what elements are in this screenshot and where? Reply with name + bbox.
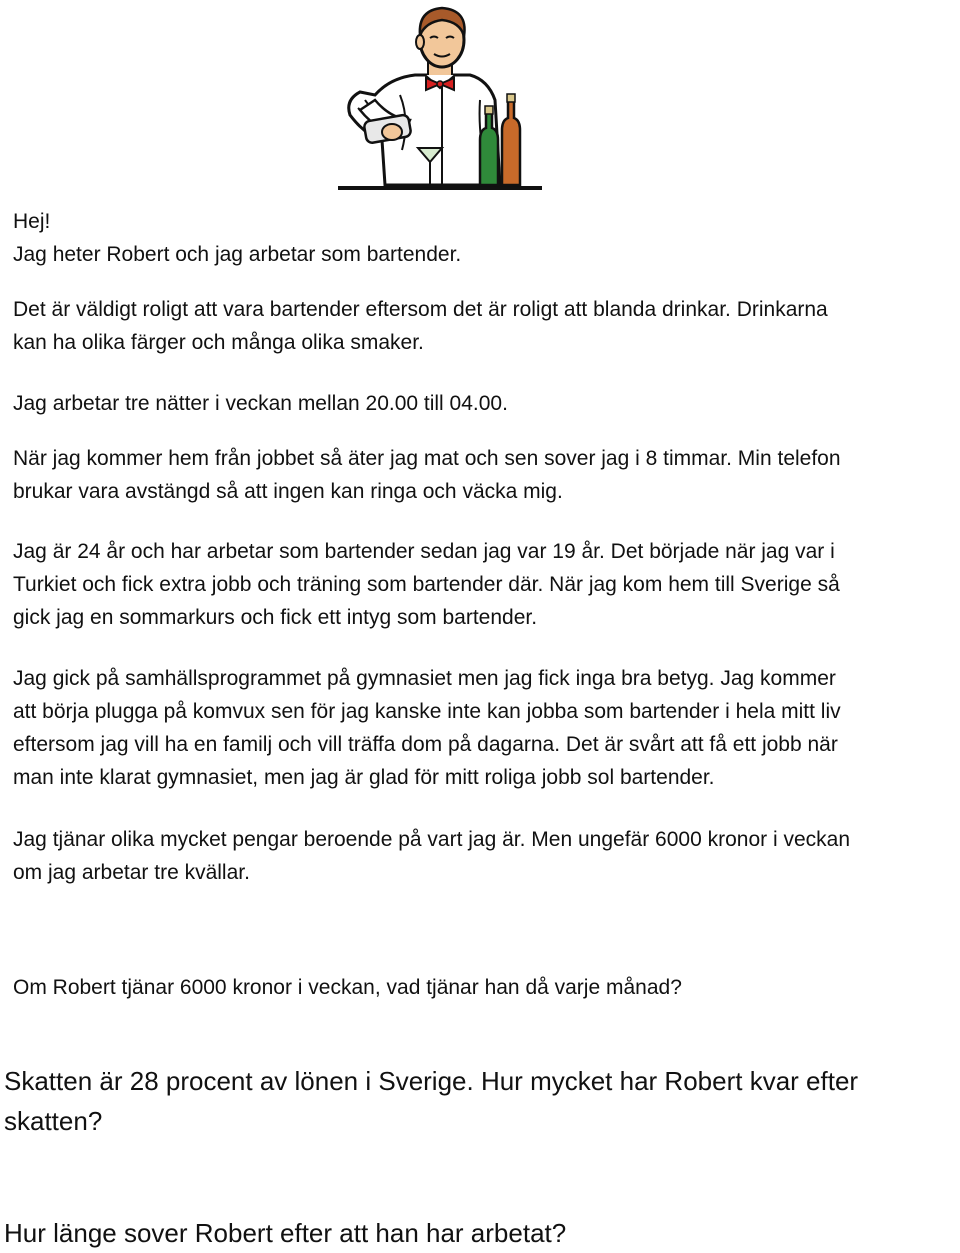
paragraph-1 xyxy=(13,238,461,271)
paragraph-line: Jag gick på samhällsprogrammet på gymnasiet men jag fick inga bra betyg. Jag kommer xyxy=(13,667,836,690)
paragraph-6 xyxy=(13,662,841,794)
paragraph-3 xyxy=(13,387,508,420)
question-tax-line: Skatten är 28 procent av lönen i Sverige. Hur mycket har Robert kvar efter xyxy=(4,1066,859,1096)
question-tax xyxy=(4,1061,858,1141)
paragraph-line: att börja plugga på komvux sen för jag kanske inte kan jobba som bartender i hela mitt liv xyxy=(13,700,841,723)
paragraph-line: kan ha olika färger och många olika smaker. xyxy=(13,331,424,354)
greeting-text: Hej! xyxy=(13,210,51,233)
paragraph-line: Jag heter Robert och jag arbetar som bartender. xyxy=(13,243,462,266)
paragraph-line: brukar vara avstängd så att ingen kan ringa och väcka mig. xyxy=(13,480,563,503)
paragraph-line: Jag arbetar tre nätter i veckan mellan 20.00 till 04.00. xyxy=(13,392,508,415)
paragraph-line: Det är väldigt roligt att vara bartender eftersom det är roligt att blanda drinkar. Drinkarna xyxy=(13,298,828,321)
greeting xyxy=(13,205,50,238)
paragraph-7 xyxy=(13,823,850,889)
question-monthly-salary: Om Robert tjänar 6000 kronor i veckan, vad tjänar han då varje månad? xyxy=(13,976,682,999)
paragraph-2 xyxy=(13,293,828,359)
paragraph-line: Turkiet och fick extra jobb och träning som bartender där. När jag kom hem till Sverige så xyxy=(13,573,840,596)
paragraph-line: eftersom jag vill ha en familj och vill träffa dom på dagarna. Det är svårt att få ett jobb när xyxy=(13,733,838,756)
paragraph-line: gick jag en sommarkurs och fick ett intyg som bartender. xyxy=(13,606,538,629)
question-sleep: Hur länge sover Robert efter att han har arbetat? xyxy=(4,1218,567,1248)
paragraph-4 xyxy=(13,442,841,508)
paragraph-5 xyxy=(13,535,840,634)
paragraph-line: När jag kommer hem från jobbet så äter jag mat och sen sover jag i 8 timmar. Min telefon xyxy=(13,447,841,470)
paragraph-line: Jag tjänar olika mycket pengar beroende på vart jag är. Men ungefär 6000 kronor i veckan xyxy=(13,828,850,851)
question-tax-line: skatten? xyxy=(4,1106,103,1136)
bartender-illustration-icon xyxy=(330,0,550,205)
paragraph-line: om jag arbetar tre kvällar. xyxy=(13,861,250,884)
paragraph-line: Jag är 24 år och har arbetar som bartender sedan jag var 19 år. Det började när jag var i xyxy=(13,540,835,563)
paragraph-line: man inte klarat gymnasiet, men jag är glad för mitt roliga jobb sol bartender. xyxy=(13,766,715,789)
